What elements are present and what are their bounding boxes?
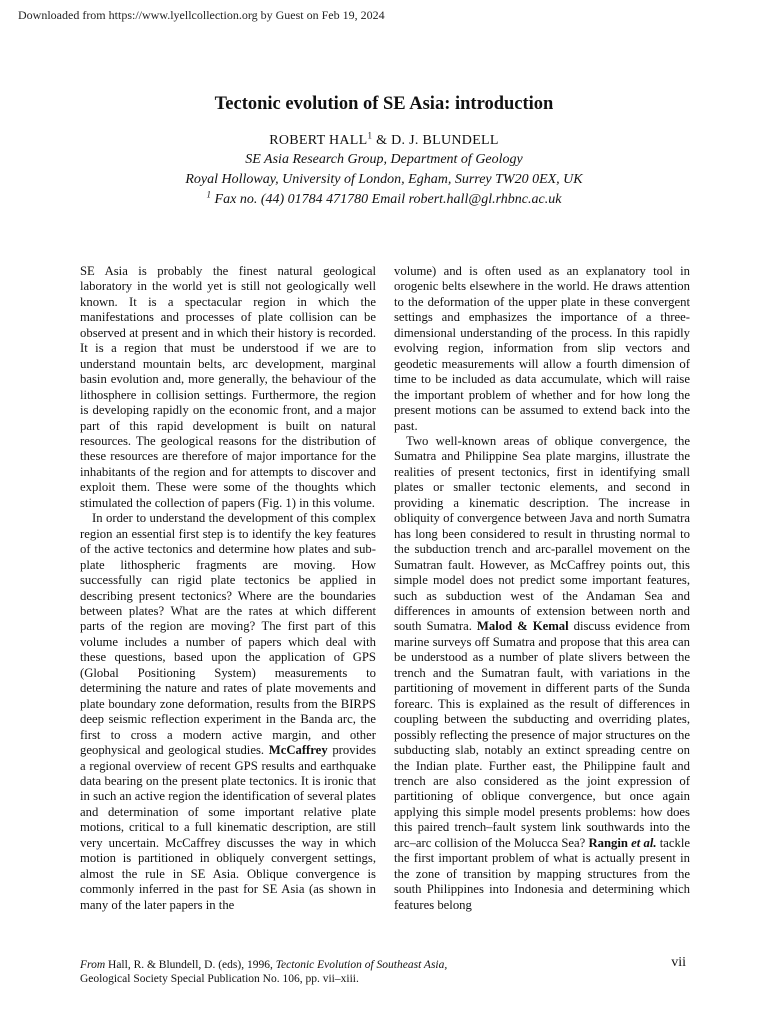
author-reference: McCaffrey <box>268 743 328 758</box>
author-reference-etal: et al. <box>631 835 657 850</box>
paragraph <box>394 434 690 913</box>
paragraph: volume) and is often used as an explanatory tool in orogenic belts elsewhere in the world. He draws attention to the deformation of the upper plate in these convergent settings and emphasizes the importance of a three-dimensional understanding of the process. In this rapidly evolving region, information from slip vectors and geodetic measurements will allow a fourth dimension of time to be included as data accumulate, which will raise the important problem of whether and for how long the present motions can be assumed to extend back into the past. <box>394 264 690 433</box>
author-reference-name: Rangin <box>588 835 628 850</box>
citation-footer <box>80 955 686 986</box>
contact-footnote-marker: 1 <box>206 189 212 200</box>
right-column <box>394 264 690 944</box>
text-run: discuss evidence from marine surveys off Sumatra and propose that this area can be understood as a number of plate slivers between the trench and the Sumatran fault, with variations in the partitioning of movement in different parts of the Sunda forearc. This is explained as the result of differences in coupling between the subducting and overriding plates, possibly reflecting the presence of major structures on the subducting slab, notably an extinct spreading centre on the Indian plate. Further east, the Philippine fault and trench are also considered as the joint expression of partitioning of oblique convergence, but once again applying this simple model presents problems: how does this paired trench–fault system link southwards into the arc–arc collision of the Molucca Sea? <box>394 619 690 850</box>
author-reference: Malod & Kemal <box>476 619 569 634</box>
paragraph: SE Asia is probably the finest natural geological laboratory in the world yet is still not geologically well known. It is a spectacular region in which the manifestations and processes of plate collision can be observed at present and in which their history is recorded. It is a region that must be understood if we are to understand mountain belts, arc development, marginal basin evolution and, more generally, the behaviour of the lithosphere in collision settings. Furthermore, the region is developing rapidly on the economic front, and a major part of this rapid development is built on natural resources. The geological reasons for the distribution of these resources are therefore of major importance for the inhabitants of the region and for attempts to discover and exploit them. These were some of the thoughts which stimulated the collection of papers (Fig. 1) in this volume. <box>80 264 376 510</box>
text-run: tackle the first important problem of what is actually present in the zone of transition by mapping structures from the south Philippines into Indonesia and determining which features belong <box>394 835 690 912</box>
title-block <box>0 92 768 210</box>
author-blundell: & D. J. BLUNDELL <box>376 133 499 148</box>
author-line <box>0 132 768 150</box>
text-run: provides a regional overview of recent GPS results and earthquake data bearing on the present plate tectonics. It is ironic that in such an active region the identification of several plates and determination of some important relative plate motions, critical to a full kinematic description, are still very uncertain. McCaffrey discusses the way in which motion is partitioned in obliquely convergent settings, almost the rule in SE Asia. Oblique convergence is commonly inferred in the past for SE Asia (as shown in many of the later papers in the <box>80 743 376 912</box>
text-run: In order to understand the development of this complex region an essential first step is to identify the key features of the active tectonics and determine how plates and sub-plate lithospheric fragments are moving. How successfully can rigid plate tectonics be applied in describing present tectonics? Where are the boundaries between plates? What are the rates at which different parts of the region are moving? The first part of this volume includes a number of papers which deal with these questions, based upon the application of GPS (Global Positioning System) measurements to determining the nature and rates of plate movements and plate boundary zone deformation, results from the BIRPS deep seismic reflection experiment in the Banda arc, the first to cross a modern active margin, and other geophysical and geological studies. <box>80 511 376 758</box>
citation-editors: Hall, R. & Blundell, D. (eds), 1996, <box>108 959 273 971</box>
author-reference <box>588 836 656 850</box>
author-hall: ROBERT HALL <box>269 133 368 148</box>
contact-line <box>0 190 768 210</box>
left-column <box>80 264 376 944</box>
affiliation-dept: SE Asia Research Group, Department of Geology <box>245 152 523 167</box>
download-notice: Downloaded from https://www.lyellcollection.org by Guest on Feb 19, 2024 <box>18 8 385 22</box>
text-run: Two well-known areas of oblique convergence, the Sumatra and Philippine Sea plate margins, illustrate the realities of present tectonics, first in identifying small plates or smaller tectonic elements, and second in providing a kinematic description. The increase in obliquity of convergence between Java and north Sumatra has long been considered to result in thrusting normal to the subduction trench and arc-parallel movement on the Sumatran fault. However, as McCaffrey points out, this simple model does not predict some important features, such as subduction west of the Andaman Sea and differences in amounts of extension between north and south Sumatra. <box>394 433 690 634</box>
contact-details: Fax no. (44) 01784 471780 Email robert.hall@gl.rhbnc.ac.uk <box>214 192 562 207</box>
affiliation-address: Royal Holloway, University of London, Egham, Surrey TW20 0EX, UK <box>185 172 583 187</box>
citation-line-1 <box>80 955 686 972</box>
citation-line-2: Geological Society Special Publication No. 106, pp. vii–xiii. <box>80 973 359 985</box>
paragraph <box>80 511 376 913</box>
paper-title: Tectonic evolution of SE Asia: introduction <box>214 94 554 114</box>
citation-book-title: Tectonic Evolution of Southeast Asia, <box>275 959 448 971</box>
citation-from: From <box>80 959 106 971</box>
page-number: vii <box>671 955 686 970</box>
author-footnote-marker: 1 <box>367 130 373 141</box>
